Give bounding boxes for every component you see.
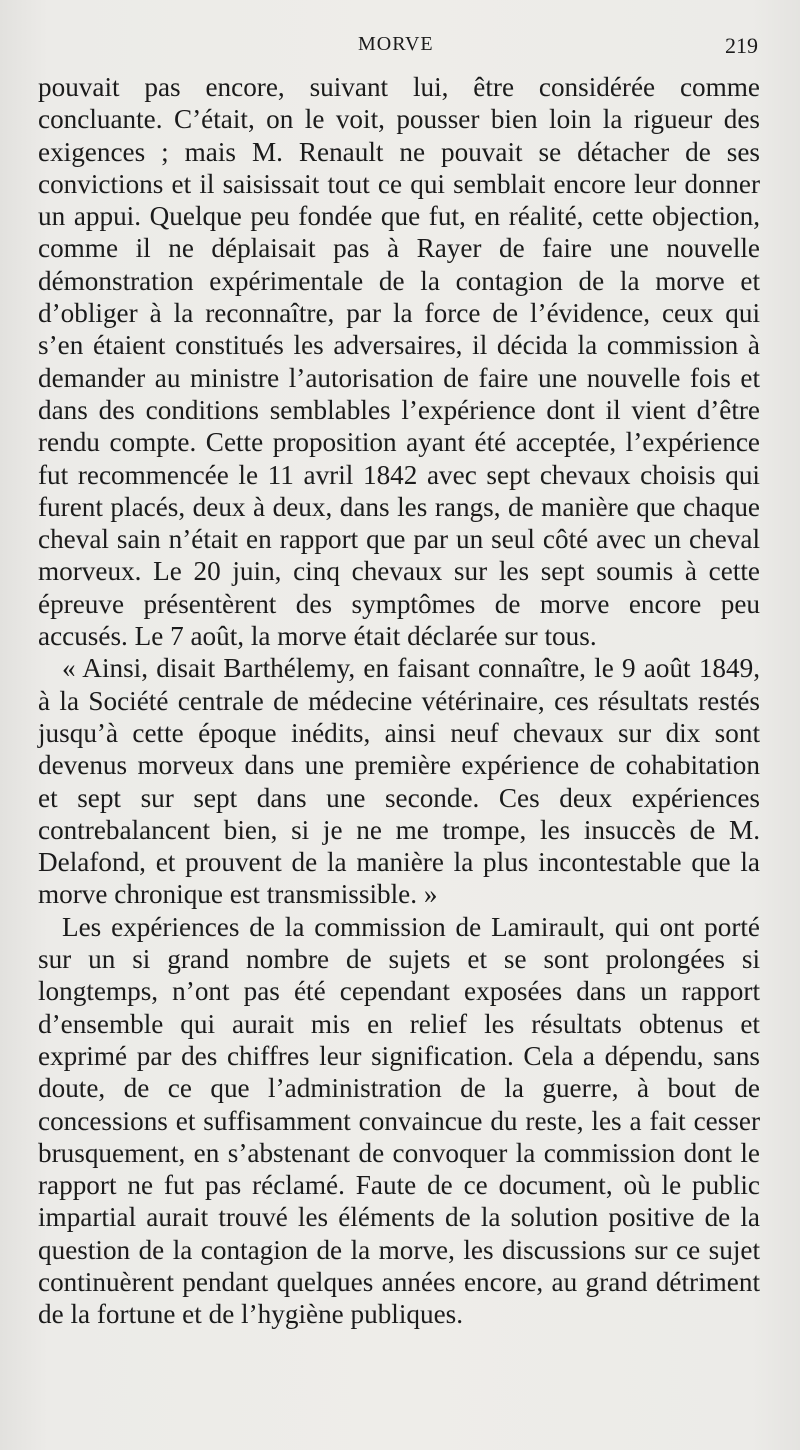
page-number: 219 — [725, 33, 758, 58]
paragraph-commission: Les expériences de la commission de Lamirault, qui ont porté sur un si grand nombre de sujets et se sont prolongées si longtemps, n’ont pas été cependant exposées dans un rapport d’ensemble qui aurait mis en relief les résultats obtenus et exprimé par des chiffres leur signification. Cela a dépendu, sans doute, de ce que l’administration de la guerre, à bout de concessions et suffisamment convaincue du reste, les a fait cesser brusquement, en s’abstenant de convoquer la commission dont le rapport ne fut pas réclamé. Faute de ce document, où le public impartial aurait trouvé les éléments de la solution positive de la question de la contagion de la morve, les discussions sur ce sujet continuèrent pendant quelques années encore, au grand détriment de la fortune et de l’hygiène publiques. — [38, 911, 760, 1330]
body-text — [38, 71, 760, 1331]
paragraph-continuation: pouvait pas encore, suivant lui, être considérée comme concluante. C’était, on le voit, pousser bien loin la rigueur des exigences ; mais M. Renault ne pouvait se détacher de ses convictions et il saisissait tout ce qui semblait encore leur donner un appui. Quelque peu fondée que fut, en réalité, cette objection, comme il ne déplaisait pas à Rayer de faire une nouvelle démonstration expérimentale de la contagion de la morve et d’obliger à la reconnaître, par la force de l’évidence, ceux qui s’en étaient constitués les adversaires, il décida la commission à demander au ministre l’autorisation de faire une nouvelle fois et dans des conditions semblables l’expérience dont il vient d’être rendu compte. Cette proposition ayant été acceptée, l’expérience fut recommencée le 11 avril 1842 avec sept chevaux choisis qui furent placés, deux à deux, dans les rangs, de manière que chaque cheval sain n’était en rapport que par un seul côté avec un cheval morveux. Le 20 juin, cinq chevaux sur les sept soumis à cette épreuve présentèrent des symptômes de morve encore peu accusés. Le 7 août, la morve était déclarée sur tous. — [38, 72, 760, 652]
page-header — [0, 30, 800, 64]
running-title: MORVE — [358, 33, 434, 55]
paragraph-quotation: « Ainsi, disait Barthélemy, en faisant connaître, le 9 août 1849, à la Société centrale de médecine vétérinaire, ces résultats restés jusqu’à cette époque inédits, ainsi neuf chevaux sur dix sont devenus morveux dans une première expérience de cohabitation et sept sur sept dans une seconde. Ces deux expériences contrebalancent bien, si je ne me trompe, les insuccès de M. Delafond, et prouvent de la manière la plus incontestable que la morve chronique est transmissible. » — [38, 653, 760, 910]
